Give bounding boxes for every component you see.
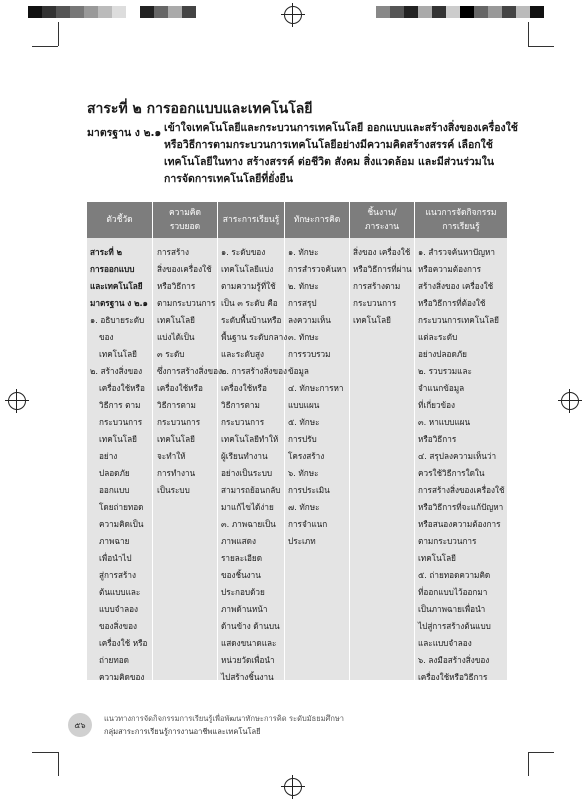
cell-line: ลงความเห็น [288, 315, 331, 325]
cell-line: เทคโนโลยี [157, 434, 195, 444]
cell-line: แบบจำลอง [99, 604, 138, 614]
cell-line: อย่างเป็นระบบ [221, 468, 273, 478]
cell-line: ของชิ้นงาน [221, 570, 261, 580]
cell-line: ที่เกี่ยวข้อง [418, 400, 456, 410]
cell-line: ประกอบด้วย [221, 587, 265, 597]
crop-mark [32, 46, 58, 47]
cell-line: ผู้เรียนทำงาน [221, 451, 268, 461]
cell-line: ควรใช้วิธีการใดใน [418, 468, 485, 478]
cell-line: เพื่อนำไป [99, 553, 132, 563]
cell-line: มาแก้ไขได้ง่าย [221, 502, 274, 512]
header-content: สาระการเรียนรู้ [222, 215, 280, 225]
cell-line: ที่ออกแบบไว้ออกมา [418, 587, 488, 597]
activities-column [418, 244, 505, 686]
cell-line: ๑. สำรวจค้นหาปัญหา [418, 247, 496, 257]
cell-line: สู่การสร้าง [99, 570, 136, 580]
header-indicator: ตัวชี้วัด [106, 215, 133, 225]
footer-subject: กลุ่มสาระการเรียนรู้การงานอาชีพและเทคโนโลยี [104, 727, 261, 736]
cell-line: ๒. การสร้างสิ่งของ [221, 366, 288, 376]
concept-column [157, 244, 222, 499]
cell-line: เทคโนโลยีแบ่ง [221, 264, 274, 274]
cell-line: ปลอดภัย [99, 468, 130, 478]
cell-line: และเทคโนโลยี [90, 281, 143, 291]
header-workpiece: ชิ้นงาน/ ภาระงาน [364, 208, 400, 232]
cell-line: ตามกระบวนการ [157, 298, 216, 308]
cell-line: ๑. อธิบายระดับ [90, 315, 145, 325]
curriculum-table [87, 202, 507, 680]
cell-line: และระดับสูง [221, 349, 264, 359]
cell-line: ๑. ทักษะ [288, 247, 319, 257]
cell-line: การสร้าง [157, 247, 189, 257]
cell-line: ๖. ลงมือสร้างสิ่งของ [418, 655, 490, 665]
cell-line: ข้อมูล [288, 366, 309, 376]
cell-line: เทคโนโลยี [418, 553, 456, 563]
cell-line: สร้างสิ่งของ เครื่องใช้ [418, 281, 494, 291]
cell-line: ๔. สรุปลงความเห็นว่า [418, 451, 497, 461]
cell-line: ตามความรู้ที่ใช้ [221, 281, 276, 291]
cell-line: ระดับพื้นบ้านหรือ [221, 315, 282, 325]
cell-line: เครื่องใช้หรือวิธีการ [418, 672, 488, 682]
cell-line: จำแนกข้อมูล [418, 383, 465, 393]
crop-mark [32, 752, 58, 753]
cell-line: ๕. ถ่ายทอดความคิด [418, 570, 491, 580]
cell-line: ๓ ระดับ [157, 349, 185, 359]
cell-line: ไปสร้างชิ้นงาน [221, 672, 274, 682]
cell-line: เป็น ๓ ระดับ คือ [221, 298, 278, 308]
cell-line: หรือวิธีการที่จะแก้ปัญหา [418, 502, 504, 512]
content-column [221, 244, 287, 686]
cell-line: สิ่งของเครื่องใช้ [157, 264, 212, 274]
cell-line: เทคโนโลยี [353, 315, 391, 325]
cell-line: แบบแผน [288, 400, 320, 410]
crop-mark [58, 752, 59, 776]
cell-line: ไปสู่การสร้างต้นแบบ [418, 621, 491, 631]
cell-line: ถ่ายทอด [99, 655, 129, 665]
header-thinking-skills: ทักษะการคิด [293, 215, 341, 225]
cell-line: หรือวิธีการที่ต้องใช้ [418, 298, 486, 308]
cell-line: วิธีการตาม [157, 400, 196, 410]
cell-line: การรวบรวม [288, 349, 331, 359]
cell-line: การออกแบบ [90, 264, 135, 274]
cell-line: สามารถย้อนกลับ [221, 485, 281, 495]
cell-line: หน่วยวัดเพื่อนำ [221, 655, 275, 665]
cell-line: รายละเอียด [221, 553, 263, 563]
cell-line: ๑. ระดับของ [221, 247, 266, 257]
crop-mark [528, 752, 529, 776]
page-number: ๕๖ [68, 713, 92, 737]
cell-line: ของสิ่งของ [99, 621, 138, 631]
standard-line: หรือวิธีการตามกระบวนการเทคโนโลยีอย่างมีความคิดสร้างสรรค์ เลือกใช้ [164, 139, 493, 151]
cell-line: ซึ่งการสร้างสิ่งของ [157, 366, 223, 376]
cell-line: วิธีการ ตาม [99, 400, 141, 410]
cell-line: เครื่องใช้ หรือ [99, 638, 148, 648]
column-divider [349, 202, 350, 680]
cell-line: อย่าง [99, 451, 118, 461]
cell-line: ๗. ทักษะ [288, 502, 320, 512]
cell-line: เป็นภาพฉายเพื่อนำ [418, 604, 486, 614]
cell-line: การจำแนก [288, 519, 328, 529]
crop-mark [528, 752, 554, 753]
header-activities: แนวการจัดกิจกรรม การเรียนรู้ [425, 208, 497, 232]
cell-line: ๕. ทักษะ [288, 417, 320, 427]
cell-line: การประเมิน [288, 485, 330, 495]
cell-line: ความคิดเป็น [99, 519, 144, 529]
footer-book-title: แนวทางการจัดกิจกรรมการเรียนรู้เพื่อพัฒนาทักษะการคิด ระดับมัธยมศึกษา [104, 714, 345, 723]
cell-line: จะทำให้ [157, 451, 186, 461]
cell-line: โครงสร้าง [288, 451, 325, 461]
cell-line: ต้นแบบและ [99, 587, 141, 597]
cell-line: กระบวนการ [157, 417, 201, 427]
cell-line: ภาพฉาย [99, 536, 130, 546]
cell-line: การสำรวจค้นหา [288, 264, 347, 274]
standard-line: เทคโนโลยีในทาง สร้างสรรค์ ต่อชีวิต สังคม สิ่งแวดล้อม และมีส่วนร่วมใน [164, 156, 495, 168]
crop-mark [58, 22, 59, 46]
standard-description [164, 120, 518, 188]
cell-line: สิ่งของ เครื่องใช้ [353, 247, 411, 257]
registration-mark-icon [8, 392, 26, 410]
cell-line: วิธีการตาม [221, 400, 260, 410]
crop-mark [528, 46, 554, 47]
print-color-bar [28, 6, 196, 18]
cell-line: ๓. ภาพฉายเป็น [221, 519, 276, 529]
print-color-bar [376, 6, 544, 18]
cell-line: ของ [99, 332, 114, 342]
column-divider [414, 202, 415, 680]
cell-line: ตามกระบวนการ [418, 536, 477, 546]
header-concept: ความคิด รวบยอด [168, 208, 202, 232]
cell-line: ภาพแสดง [221, 536, 256, 546]
cell-line: การทำงาน [157, 468, 196, 478]
cell-line: เทคโนโลยี [99, 434, 137, 444]
cell-line: หรือความต้องการ [418, 264, 481, 274]
cell-line: และแบบจำลอง [418, 638, 472, 648]
cell-line: กระบวนการ [99, 417, 143, 427]
registration-mark-icon [284, 6, 302, 24]
cell-line: ภาพด้านหน้า [221, 604, 268, 614]
cell-line: ๓. หาแบบแผน [418, 417, 471, 427]
cell-line: โดยถ่ายทอด [99, 502, 144, 512]
standard-label: มาตรฐาน ง ๒.๑ [87, 127, 162, 139]
cell-line: ๒. สร้างสิ่งของ [90, 366, 143, 376]
crop-mark [528, 22, 529, 46]
cell-line: การสร้างสิ่งของเครื่องใช้ [418, 485, 505, 495]
cell-line: ประเภท [288, 536, 316, 546]
cell-line: เครื่องใช้หรือ [157, 383, 203, 393]
cell-line: ออกแบบ [99, 485, 130, 495]
column-divider [152, 202, 153, 680]
cell-line: สาระที่ ๒ [90, 247, 123, 257]
cell-line: หรือวิธีการ [418, 434, 457, 444]
cell-line: เทคโนโลยี [99, 349, 137, 359]
cell-line: เทคโนโลยี [157, 315, 195, 325]
workpiece-column [353, 244, 412, 329]
cell-line: ๒. ทักษะ [288, 281, 319, 291]
cell-line: แสดงขนาดและ [221, 638, 277, 648]
cell-line: ๒. รวบรวมและ [418, 366, 472, 376]
cell-line: เครื่องใช้หรือ [99, 383, 145, 393]
cell-line: ๓. ทักษะ [288, 332, 319, 342]
cell-line: การสร้างตาม [353, 281, 401, 291]
cell-line: แบ่งได้เป็น [157, 332, 195, 342]
cell-line: เป็นระบบ [157, 485, 190, 495]
cell-line: การปรับ [288, 434, 317, 444]
cell-line: พื้นฐาน ระดับกลาง [221, 332, 288, 342]
cell-line: เครื่องใช้หรือ [221, 383, 267, 393]
cell-line: กระบวนการเทคโนโลยี [418, 315, 499, 325]
cell-line: กระบวนการ [353, 298, 397, 308]
cell-line: ๖. ทักษะ [288, 468, 319, 478]
cell-line: หรือวิธีการที่ผ่าน [353, 264, 412, 274]
cell-line: หรือสนองความต้องการ [418, 519, 501, 529]
cell-line: แต่ละระดับ [418, 332, 458, 342]
cell-line: ด้านข้าง ด้านบน [221, 621, 280, 631]
cell-line: มาตรฐาน ง ๒.๑ [90, 298, 148, 308]
thinking-skills-column [288, 244, 346, 550]
cell-line: ๔. ทักษะการหา [288, 383, 344, 393]
cell-line: ความคิดของ [99, 672, 145, 682]
standard-line: การจัดการเทคโนโลยีที่ยั่งยืน [164, 173, 293, 185]
standard-line: เข้าใจเทคโนโลยีและกระบวนการเทคโนโลยี ออกแบบและสร้างสิ่งของเครื่องใช้ [164, 122, 518, 134]
indicator-column [90, 244, 148, 686]
cell-line: กระบวนการ [221, 417, 265, 427]
registration-mark-icon [561, 392, 579, 410]
cell-line: การสรุป [288, 298, 317, 308]
page-title: สาระที่ ๒ การออกแบบและเทคโนโลยี [87, 101, 313, 117]
registration-mark-icon [284, 778, 302, 796]
cell-line: หรือวิธีการ [157, 281, 196, 291]
cell-line: เทคโนโลยีทำให้ [221, 434, 279, 444]
cell-line: อย่างปลอดภัย [418, 349, 467, 359]
